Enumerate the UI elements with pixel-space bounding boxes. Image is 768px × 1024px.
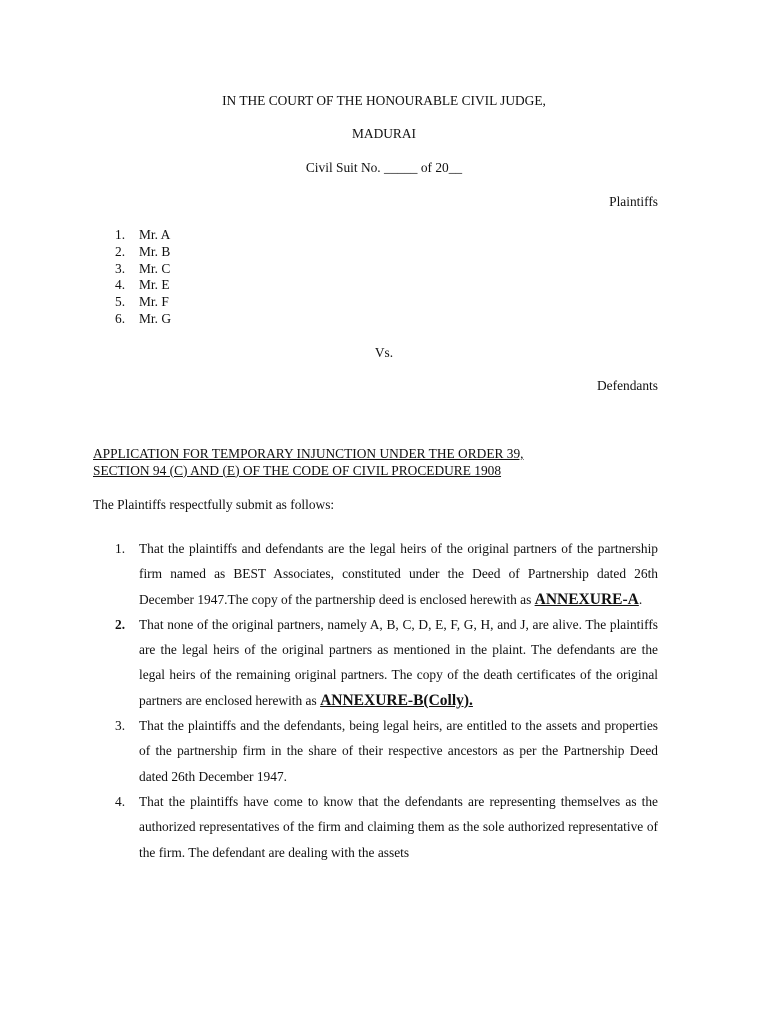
paragraph-item: 1. That the plaintiffs and defendants are the legal heirs of the original partners of the partnership firm named as BEST Associates, constituted under the Deed of Partnership dated 26th December 1947.The copy of the partnership deed is enclosed herewith as ANNEXURE-A. — [115, 541, 658, 608]
list-item: 5. Mr. F — [115, 294, 169, 310]
plaintiffs-label: Plaintiffs — [609, 194, 658, 209]
suit-number: Civil Suit No. _____ of 20__ — [305, 160, 463, 175]
plaintiff-name: Mr. B — [139, 243, 171, 259]
plaintiff-name: Mr. E — [139, 277, 170, 293]
application-heading — [93, 446, 524, 479]
list-item: 4. Mr. E — [115, 277, 170, 293]
court-city: MADURAI — [352, 126, 416, 141]
annexure-ref: ANNEXURE-B(Colly). — [320, 691, 473, 709]
application-heading-line: SECTION 94 (C) AND (E) OF THE CODE OF CIVIL PROCEDURE 1908 — [93, 462, 502, 478]
plaintiff-name: Mr. F — [139, 294, 169, 310]
plaintiff-name: Mr. A — [139, 227, 171, 242]
intro-text: The Plaintiffs respectfully submit as follows: — [93, 497, 335, 512]
list-item: 3. Mr. C — [115, 260, 171, 276]
versus: Vs. — [374, 345, 394, 360]
paragraph-item: 4. That the plaintiffs have come to know that the defendants are representing themselves as the authorized representatives of the firm and claiming them as the sole authorized representative of the firm. The defendant are dealing with the assets — [115, 793, 658, 860]
list-item: 6. Mr. G — [115, 310, 171, 326]
list-item: 1. Mr. A — [115, 227, 171, 242]
plaintiffs-list — [115, 227, 171, 328]
plaintiff-name: Mr. C — [139, 260, 171, 276]
application-heading-line: APPLICATION FOR TEMPORARY INJUNCTION UNDER THE ORDER 39, — [93, 446, 524, 461]
numbered-paragraphs — [93, 536, 658, 865]
paragraph-item: 2. That none of the original partners, namely A, B, C, D, E, F, G, H, and J, are alive. The plaintiffs are the legal heirs of the original partners as mentioned in the plaint. The defendants are the legal heirs of the remaining original partners. The copy of the death certificates of the original partners are enclosed herewith as ANNEXURE-B(Colly). — [115, 616, 658, 709]
list-item: 2. Mr. B — [115, 243, 171, 259]
plaintiff-name: Mr. G — [139, 310, 171, 326]
court-title: IN THE COURT OF THE HONOURABLE CIVIL JUDGE, — [222, 93, 546, 108]
annexure-ref: ANNEXURE-A — [534, 590, 639, 608]
defendants-label: Defendants — [597, 378, 658, 393]
paragraph-item: 3. That the plaintiffs and the defendants, being legal heirs, are entitled to the assets and properties of the partnership firm in the share of their respective ancestors as per the Partnership Deed dated 26th December 1947. — [115, 718, 658, 784]
